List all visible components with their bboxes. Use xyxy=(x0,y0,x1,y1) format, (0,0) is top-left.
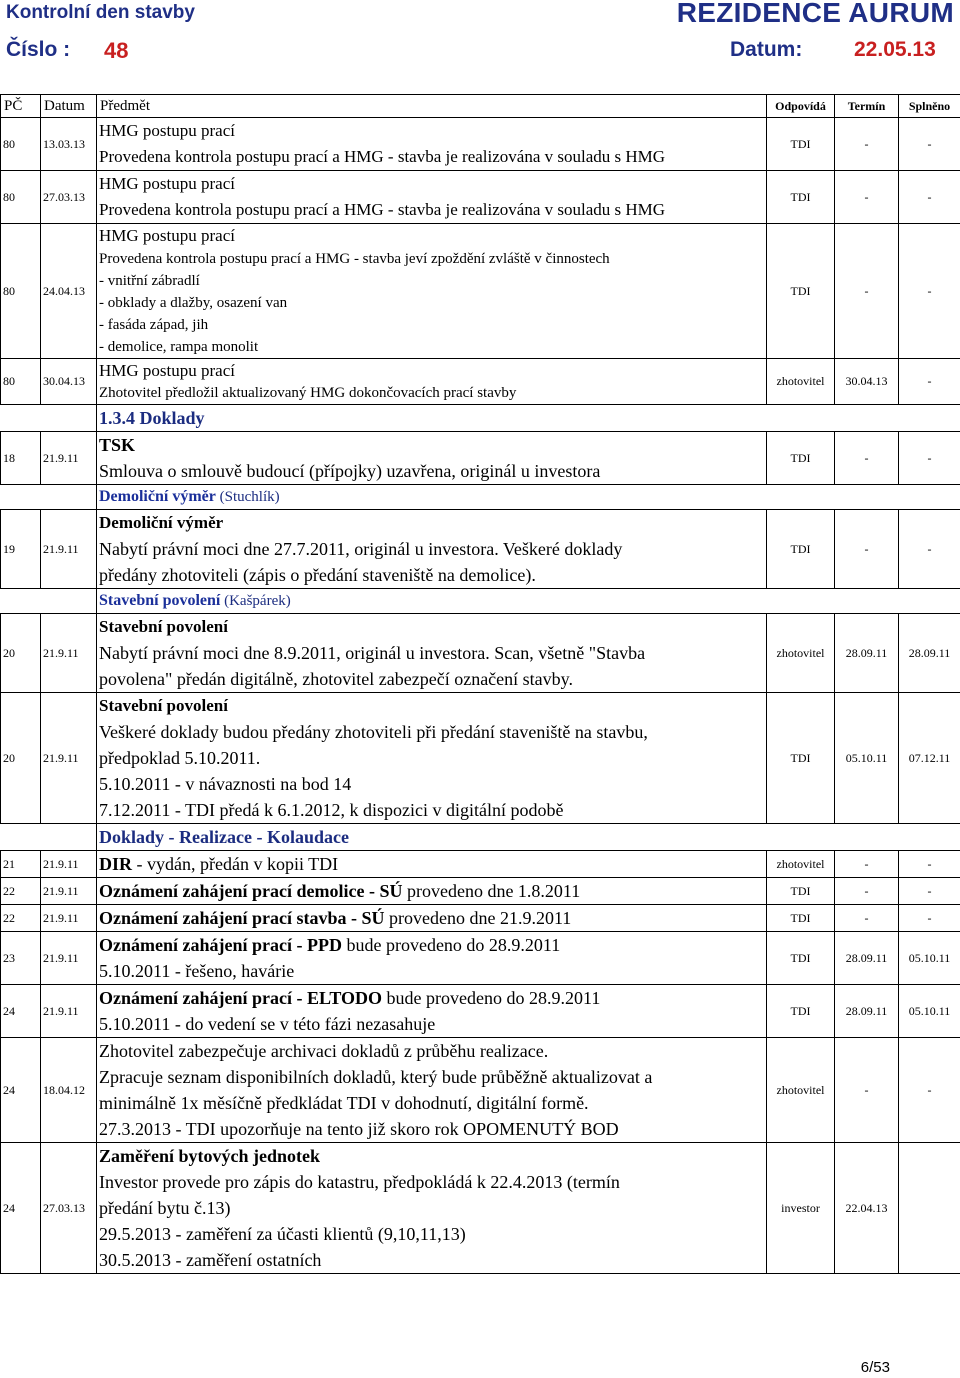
subject-line: Nabytí právní moci dne 27.7.2011, originál u investora. Veškeré doklady xyxy=(99,539,623,559)
row-subject xyxy=(97,118,767,171)
row-subject xyxy=(97,985,767,1038)
section-heading xyxy=(99,485,958,509)
subject-line: 30.5.2013 - zaměření ostatních xyxy=(99,1250,322,1270)
row-responsible: TDI xyxy=(767,224,835,359)
subject-line: - demolice, rampa monolit xyxy=(99,339,259,355)
subject-line: Nabytí právní moci dne 8.9.2011, originál u investora. Scan, všetně "Stavba xyxy=(99,643,646,663)
subject-line xyxy=(99,905,764,931)
section-row xyxy=(1,824,960,851)
col-header-datum: Datum xyxy=(41,95,97,118)
project-name: REZIDENCE AURUM xyxy=(676,0,954,28)
items-table xyxy=(0,94,960,1274)
section-note: (Stuchlík) xyxy=(215,489,280,505)
row-date: 21.9.11 xyxy=(41,985,97,1038)
row-subject xyxy=(97,905,767,932)
table-row xyxy=(1,432,960,485)
row-deadline: - xyxy=(835,905,899,932)
meeting-number: 48 xyxy=(104,38,129,63)
row-subject xyxy=(97,878,767,905)
subject-text: bude provedeno do 28.9.2011 xyxy=(382,988,601,1008)
section-row xyxy=(1,589,960,614)
subject-line xyxy=(99,878,764,904)
row-pc: 23 xyxy=(1,932,41,985)
row-done: - xyxy=(899,905,960,932)
row-pc: 80 xyxy=(1,118,41,171)
subject-heading: Stavební povolení xyxy=(99,696,228,715)
row-responsible: TDI xyxy=(767,985,835,1038)
row-deadline: - xyxy=(835,432,899,485)
row-done: - xyxy=(899,118,960,171)
section-heading xyxy=(99,589,958,613)
row-done: - xyxy=(899,224,960,359)
row-date: 21.9.11 xyxy=(41,614,97,693)
subject-text: - vydán, předán v kopii TDI xyxy=(132,854,339,874)
row-date: 13.03.13 xyxy=(41,118,97,171)
row-date: 21.9.11 xyxy=(41,905,97,932)
row-date: 21.9.11 xyxy=(41,693,97,824)
row-responsible: TDI xyxy=(767,171,835,224)
subject-heading: DIR xyxy=(99,854,133,874)
subject-line: Smlouva o smlouvě budoucí (přípojky) uzavřena, originál u investora xyxy=(99,461,601,481)
subject-text: bude provedeno do 28.9.2011 xyxy=(341,935,561,955)
row-deadline: - xyxy=(835,171,899,224)
table-row xyxy=(1,614,960,693)
row-date: 21.9.11 xyxy=(41,851,97,878)
row-responsible: TDI xyxy=(767,693,835,824)
subject-line: 5.10.2011 - do vedení se v této fázi nezasahuje xyxy=(99,1014,436,1034)
subject-line: 5.10.2011 - v návaznosti na bod 14 xyxy=(99,774,352,794)
row-pc: 20 xyxy=(1,693,41,824)
section-title: Stavební povolení xyxy=(99,592,221,609)
row-subject xyxy=(97,1143,767,1274)
row-done: 28.09.11 xyxy=(899,614,960,693)
row-responsible: zhotovitel xyxy=(767,1038,835,1143)
row-deadline: 28.09.11 xyxy=(835,985,899,1038)
subject-line: - vnitřní zábradlí xyxy=(99,273,200,289)
subject-line: Zhotovitel předložil aktualizovaný HMG dokončovacích prací stavby xyxy=(99,385,517,401)
row-date: 21.9.11 xyxy=(41,432,97,485)
page-number: 6/53 xyxy=(860,1359,890,1376)
table-header-row xyxy=(1,95,960,118)
col-header-splneno: Splněno xyxy=(899,95,960,118)
row-pc: 22 xyxy=(1,878,41,905)
row-pc: 19 xyxy=(1,510,41,589)
subject-line: 7.12.2011 - TDI předá k 6.1.2012, k dispozici v digitální podobě xyxy=(99,800,564,820)
row-date: 30.04.13 xyxy=(41,359,97,405)
subject-heading: HMG postupu prací xyxy=(99,174,235,193)
row-subject xyxy=(97,510,767,589)
row-deadline: 28.09.11 xyxy=(835,614,899,693)
section-heading: 1.3.4 Doklady xyxy=(99,408,205,428)
table-row xyxy=(1,224,960,359)
date-label: Datum: xyxy=(730,38,803,61)
col-header-odpovida: Odpovídá xyxy=(767,95,835,118)
subject-line: Investor provede pro zápis do katastru, předpokládá k 22.4.2013 (termín xyxy=(99,1172,620,1192)
row-date: 24.04.13 xyxy=(41,224,97,359)
row-done: 07.12.11 xyxy=(899,693,960,824)
table-row xyxy=(1,905,960,932)
row-done: - xyxy=(899,851,960,878)
subject-line: povolena" předán digitálně, zhotovitel zabezpečí označení stavby. xyxy=(99,669,573,689)
row-pc: 24 xyxy=(1,985,41,1038)
subject-heading: Oznámení zahájení prací - ELTODO xyxy=(99,988,383,1008)
row-pc: 24 xyxy=(1,1143,41,1274)
row-deadline: - xyxy=(835,878,899,905)
row-done: - xyxy=(899,510,960,589)
table-row xyxy=(1,1143,960,1274)
row-done: - xyxy=(899,359,960,405)
table-row xyxy=(1,851,960,878)
subject-line: předání bytu č.13) xyxy=(99,1198,231,1218)
row-done: - xyxy=(899,878,960,905)
row-subject xyxy=(97,432,767,485)
subject-line: - obklady a dlažby, osazení van xyxy=(99,295,288,311)
subject-line: předpoklad 5.10.2011. xyxy=(99,748,261,768)
row-done: 05.10.11 xyxy=(899,932,960,985)
subject-heading: HMG postupu prací xyxy=(99,121,235,140)
subject-heading: TSK xyxy=(99,435,136,455)
row-subject xyxy=(97,851,767,878)
subject-line: 29.5.2013 - zaměření za účasti klientů (9,10,11,13) xyxy=(99,1224,466,1244)
row-deadline: - xyxy=(835,224,899,359)
row-deadline: 22.04.13 xyxy=(835,1143,899,1274)
row-date: 21.9.11 xyxy=(41,878,97,905)
row-pc: 80 xyxy=(1,224,41,359)
subject-line: 5.10.2011 - řešeno, havárie xyxy=(99,961,295,981)
subject-line: Provedena kontrola postupu prací a HMG - stavba je realizována v souladu s HMG xyxy=(99,147,666,166)
subject-heading: Stavební povolení xyxy=(99,617,228,636)
subject-line: Provedena kontrola postupu prací a HMG - stavba jeví zpoždění zvláště v činnostech xyxy=(99,251,610,267)
row-pc: 80 xyxy=(1,171,41,224)
row-date: 21.9.11 xyxy=(41,510,97,589)
section-note: (Kašpárek) xyxy=(220,593,291,609)
row-deadline: - xyxy=(835,1038,899,1143)
col-header-termin: Termín xyxy=(835,95,899,118)
table-row xyxy=(1,510,960,589)
row-date: 21.9.11 xyxy=(41,932,97,985)
row-pc: 24 xyxy=(1,1038,41,1143)
row-subject xyxy=(97,1038,767,1143)
row-subject xyxy=(97,693,767,824)
subject-line: Zhotovitel zabezpečuje archivaci dokladů z průběhu realizace. xyxy=(99,1041,549,1061)
subject-line: minimálně 1x měsíčně předkládat TDI v dohodnutí, digitální formě. xyxy=(99,1093,589,1113)
row-deadline: 05.10.11 xyxy=(835,693,899,824)
row-date: 27.03.13 xyxy=(41,171,97,224)
table-row xyxy=(1,118,960,171)
col-header-pc: PČ xyxy=(1,95,41,118)
row-subject xyxy=(97,171,767,224)
table-row xyxy=(1,171,960,224)
subject-heading: Zaměření bytových jednotek xyxy=(99,1146,320,1166)
row-pc: 21 xyxy=(1,851,41,878)
subject-heading: Oznámení zahájení prací - PPD xyxy=(99,935,342,955)
row-pc: 22 xyxy=(1,905,41,932)
section-row xyxy=(1,405,960,432)
row-responsible: TDI xyxy=(767,432,835,485)
subject-heading: HMG postupu prací xyxy=(99,226,235,245)
row-done: - xyxy=(899,1038,960,1143)
row-responsible: TDI xyxy=(767,932,835,985)
row-subject xyxy=(97,614,767,693)
subject-heading: Oznámení zahájení prací stavba - SÚ xyxy=(99,908,385,928)
subject-text: provedeno dne 21.9.2011 xyxy=(384,908,572,928)
section-row xyxy=(1,485,960,510)
row-done xyxy=(899,1143,960,1274)
row-subject xyxy=(97,224,767,359)
row-deadline: - xyxy=(835,510,899,589)
row-responsible: investor xyxy=(767,1143,835,1274)
row-deadline: - xyxy=(835,851,899,878)
section-title: Demoliční výměr xyxy=(99,488,216,505)
subject-line: - fasáda západ, jih xyxy=(99,317,209,333)
subject-heading: Demoliční výměr xyxy=(99,513,224,532)
row-pc: 20 xyxy=(1,614,41,693)
row-date: 18.04.12 xyxy=(41,1038,97,1143)
row-responsible: TDI xyxy=(767,118,835,171)
subject-heading: HMG postupu prací xyxy=(99,361,235,380)
subject-line: 27.3.2013 - TDI upozorňuje na tento již skoro rok OPOMENUTÝ BOD xyxy=(99,1119,619,1139)
subject-line xyxy=(99,851,764,877)
row-pc: 18 xyxy=(1,432,41,485)
row-done: - xyxy=(899,432,960,485)
row-done: 05.10.11 xyxy=(899,985,960,1038)
table-row xyxy=(1,878,960,905)
table-row xyxy=(1,359,960,405)
row-deadline: 28.09.11 xyxy=(835,932,899,985)
row-subject xyxy=(97,359,767,405)
document-title: Kontrolní den stavby xyxy=(6,2,195,23)
row-done: - xyxy=(899,171,960,224)
row-responsible: zhotovitel xyxy=(767,851,835,878)
table-row xyxy=(1,932,960,985)
row-responsible: zhotovitel xyxy=(767,614,835,693)
subject-line xyxy=(99,932,764,958)
row-responsible: TDI xyxy=(767,905,835,932)
number-label: Číslo : xyxy=(6,38,71,61)
row-deadline: - xyxy=(835,118,899,171)
subject-line: Provedena kontrola postupu prací a HMG - stavba je realizována v souladu s HMG xyxy=(99,200,666,219)
section-heading: Doklady - Realizace - Kolaudace xyxy=(99,827,349,847)
table-row xyxy=(1,693,960,824)
row-pc: 80 xyxy=(1,359,41,405)
row-date: 27.03.13 xyxy=(41,1143,97,1274)
subject-text: provedeno dne 1.8.2011 xyxy=(402,881,581,901)
subject-heading: Oznámení zahájení prací demolice - SÚ xyxy=(99,881,403,901)
subject-line: Zpracuje seznam disponibilních dokladů, který bude průběžně aktualizovat a xyxy=(99,1067,653,1087)
row-deadline: 30.04.13 xyxy=(835,359,899,405)
row-subject xyxy=(97,932,767,985)
subject-line: Veškeré doklady budou předány zhotoviteli při předání staveniště na stavbu, xyxy=(99,722,648,742)
row-responsible: TDI xyxy=(767,878,835,905)
subject-line: předány zhotoviteli (zápis o předání staveniště na demolice). xyxy=(99,565,536,585)
table-row xyxy=(1,985,960,1038)
col-header-predmet: Předmět xyxy=(97,95,767,118)
meeting-date: 22.05.13 xyxy=(854,38,936,61)
row-responsible: zhotovitel xyxy=(767,359,835,405)
row-responsible: TDI xyxy=(767,510,835,589)
table-row xyxy=(1,1038,960,1143)
subject-line xyxy=(99,985,764,1011)
